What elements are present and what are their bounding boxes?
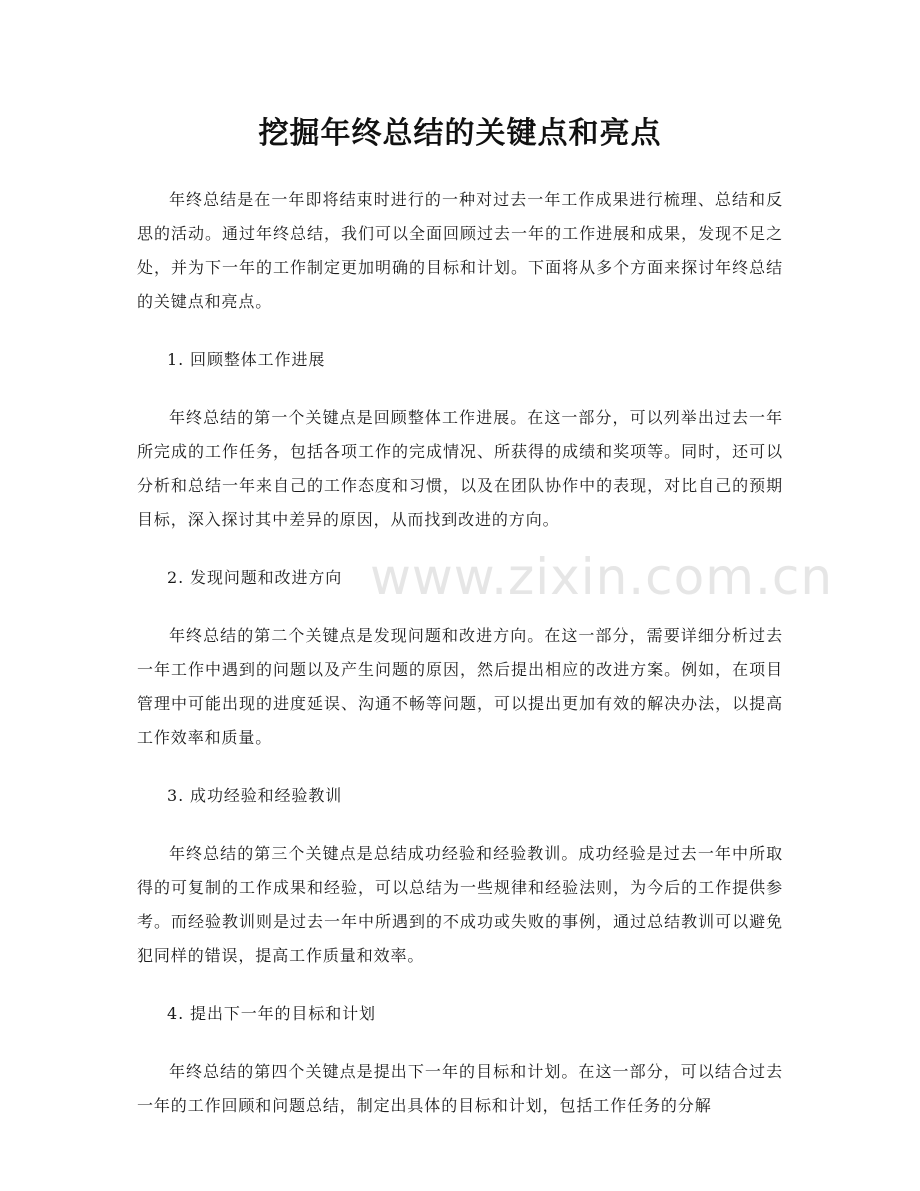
page-title: 挖掘年终总结的关键点和亮点	[258, 116, 662, 151]
intro-paragraph: 年终总结是在一年即将结束时进行的一种对过去一年工作成果进行梳理、总结和反思的活动。通过年终总结，我们可以全面回顾过去一年的工作进展和成果，发现不足之处，并为下一年的工作制定更加明确的目标和计划。下面将从多个方面来探讨年终总结的关键点和亮点。	[137, 190, 783, 311]
section-paragraph-3: 年终总结的第三个关键点是总结成功经验和经验教训。成功经验是过去一年中所取得的可复制的工作成果和经验，可以总结为一些规律和经验法则，为今后的工作提供参考。而经验教训则是过去一年中所遇到的不成功或失败的事例，通过总结教训可以避免犯同样的错误，提高工作质量和效率。	[137, 844, 783, 965]
section-heading-1: 1. 回顾整体工作进展	[167, 350, 326, 369]
section-paragraph-2: 年终总结的第二个关键点是发现问题和改进方向。在这一部分，需要详细分析过去一年工作中遇到的问题以及产生问题的原因，然后提出相应的改进方案。例如，在项目管理中可能出现的进度延误、沟通不畅等问题，可以提出更加有效的解决办法，以提高工作效率和质量。	[137, 626, 783, 747]
section-heading-2: 2. 发现问题和改进方向	[167, 568, 343, 587]
section-paragraph-4: 年终总结的第四个关键点是提出下一年的目标和计划。在这一部分，可以结合过去一年的工作回顾和问题总结，制定出具体的目标和计划，包括工作任务的分解	[137, 1062, 783, 1115]
section-heading-4: 4. 提出下一年的目标和计划	[167, 1004, 376, 1023]
document-body	[137, 183, 783, 1147]
watermark: www.zixin.com.cn	[370, 548, 834, 606]
section-heading-3: 3. 成功经验和经验教训	[167, 786, 343, 805]
section-paragraph-1: 年终总结的第一个关键点是回顾整体工作进展。在这一部分，可以列举出过去一年所完成的工作任务，包括各项工作的完成情况、所获得的成绩和奖项等。同时，还可以分析和总结一年来自己的工作态度和习惯，以及在团队协作中的表现，对比自己的预期目标，深入探讨其中差异的原因，从而找到改进的方向。	[137, 408, 783, 529]
